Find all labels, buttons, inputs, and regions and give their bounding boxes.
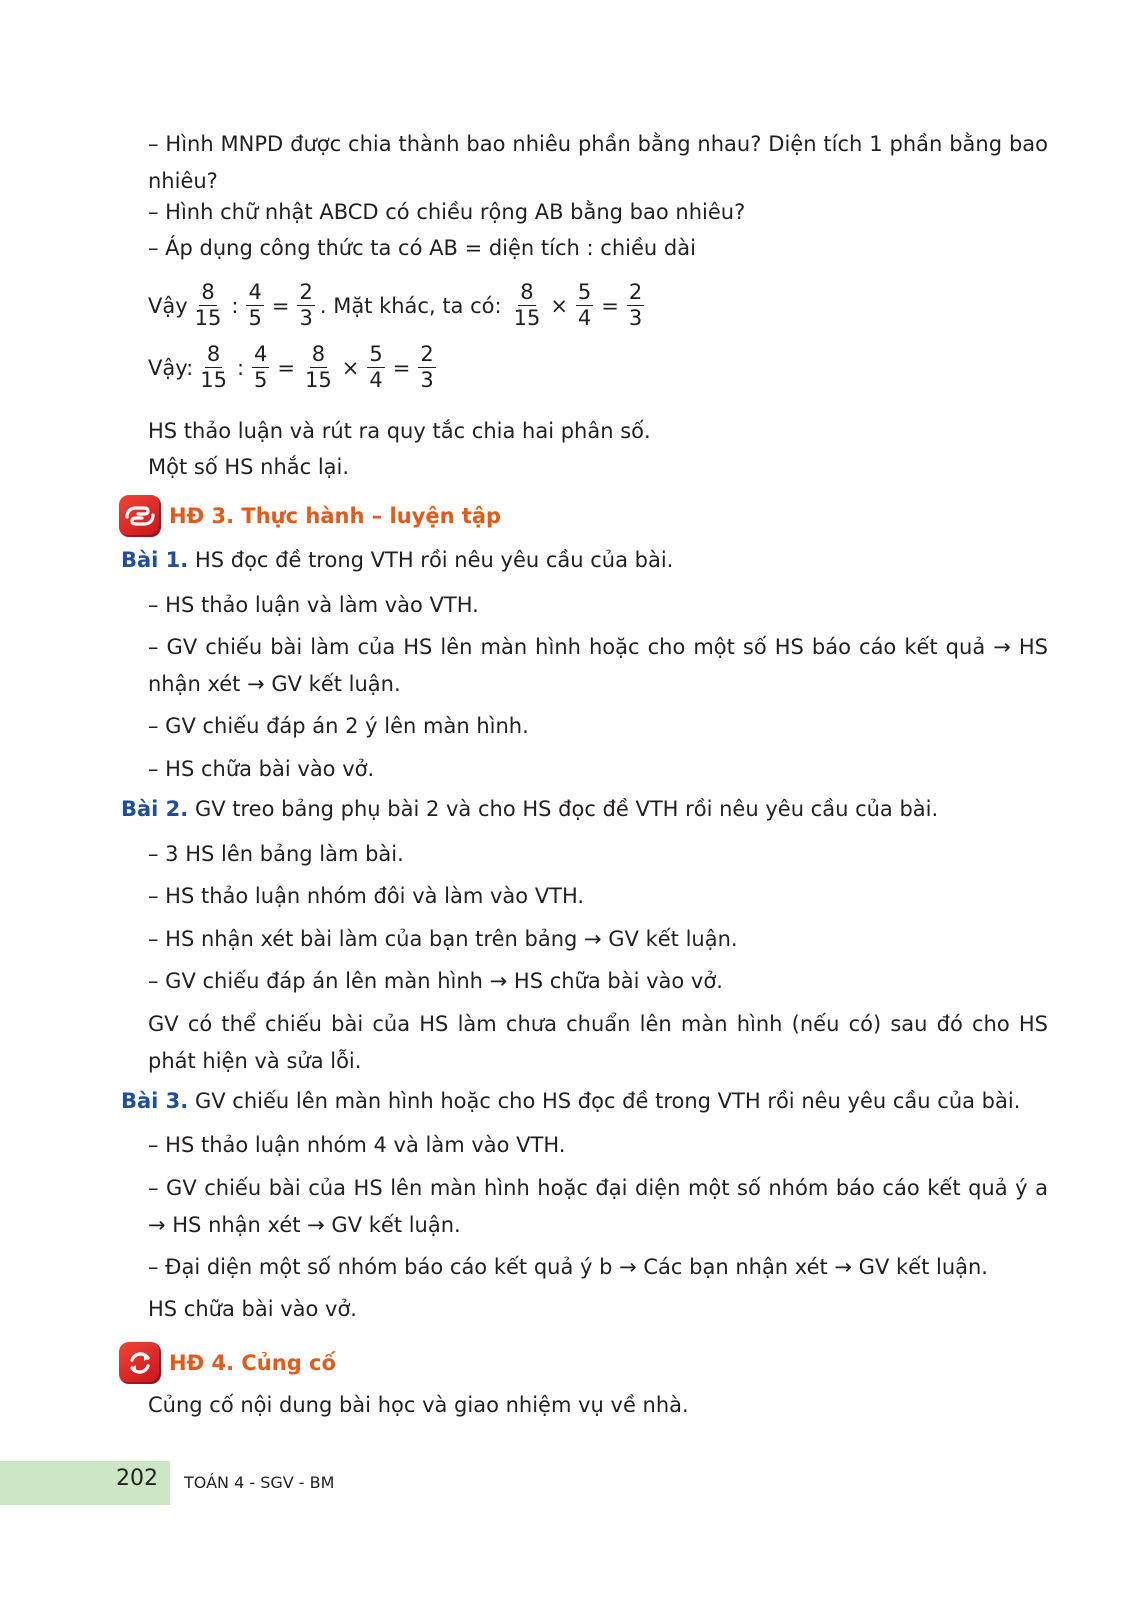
fraction: $\frac{8}{15}$: [305, 342, 332, 393]
divide-sign: :: [231, 293, 239, 318]
fraction: $\frac{4}{5}$: [248, 280, 262, 331]
equals-sign: =: [392, 355, 411, 380]
list-item: – HS thảo luận và làm vào VTH.: [148, 593, 479, 617]
hd4-heading: [119, 1342, 336, 1384]
equals-sign: =: [277, 355, 296, 380]
list-item: – HS thảo luận nhóm 4 và làm vào VTH.: [148, 1133, 566, 1157]
list-item: – HS nhận xét bài làm của bạn trên bảng → GV kết luận.: [148, 927, 738, 951]
page-number: 202: [116, 1466, 158, 1491]
bai-1-label: Bài 1.: [121, 548, 189, 572]
list-item: – GV chiếu bài làm của HS lên màn hình hoặc cho một số HS báo cáo kết quả → HS nhận xét → GV kết luận.: [148, 635, 1048, 696]
fraction: $\frac{2}{3}$: [299, 280, 313, 331]
equals-sign: =: [271, 293, 290, 318]
equals-sign: =: [601, 293, 619, 318]
hd3-heading: [119, 495, 501, 537]
fraction: $\frac{2}{3}$: [420, 342, 434, 393]
bai-1-text: HS đọc đề trong VTH rồi nêu yêu cầu của bài.: [188, 548, 674, 572]
list-item: – Đại diện một số nhóm báo cáo kết quả ý b → Các bạn nhận xét → GV kết luận.: [148, 1255, 988, 1279]
bai-3: [121, 1089, 1020, 1113]
math-prefix: Vậy: [148, 293, 188, 318]
fraction: $\frac{5}{4}$: [577, 280, 592, 331]
hands-icon: [119, 495, 161, 537]
math-line-2: [148, 342, 441, 393]
intro-question-parts: – Hình MNPD được chia thành bao nhiêu phần bằng nhau? Diện tích 1 phần bằng bao nhiêu?: [148, 132, 1048, 193]
bai-1: [121, 548, 673, 572]
intro-formula: – Áp dụng công thức ta có AB = diện tích : chiều dài: [148, 236, 696, 260]
list-item: – GV chiếu bài của HS lên màn hình hoặc đại diện một số nhóm báo cáo kết quả ý a → HS nhận xét → GV kết luận.: [148, 1176, 1048, 1237]
intro-question-width: – Hình chữ nhật ABCD có chiều rộng AB bằng bao nhiêu?: [148, 200, 746, 224]
bai-3-label: Bài 3.: [121, 1089, 189, 1113]
list-item: GV có thể chiếu bài của HS làm chưa chuẩn lên màn hình (nếu có) sau đó cho HS phát hiện và sửa lỗi.: [148, 1012, 1048, 1073]
divide-sign: :: [236, 355, 245, 380]
list-item: – HS chữa bài vào vở.: [148, 757, 375, 781]
fraction: $\frac{8}{15}$: [513, 280, 541, 331]
list-item: – GV chiếu đáp án lên màn hình → HS chữa bài vào vở.: [148, 969, 723, 993]
conclusion-repeat: Một số HS nhắc lại.: [148, 455, 350, 479]
hd3-title: HĐ 3. Thực hành – luyện tập: [169, 504, 502, 528]
hd4-title: HĐ 4. Củng cố: [169, 1351, 336, 1375]
bai-3-text: GV chiếu lên màn hình hoặc cho HS đọc đề trong VTH rồi nêu yêu cầu của bài.: [188, 1089, 1021, 1113]
fraction: $\frac{8}{15}$: [194, 280, 222, 331]
times-sign: ×: [550, 293, 568, 318]
fraction: $\frac{2}{3}$: [628, 280, 643, 331]
bai-2: [121, 797, 938, 821]
hd4-text: Củng cố nội dung bài học và giao nhiệm vụ về nhà.: [148, 1393, 689, 1417]
math-middle-text: . Mặt khác, ta có:: [319, 293, 502, 318]
times-sign: ×: [341, 355, 360, 380]
fraction: $\frac{5}{4}$: [369, 342, 383, 393]
conclusion-rule: HS thảo luận và rút ra quy tắc chia hai phân số.: [148, 419, 651, 443]
list-item: – GV chiếu đáp án 2 ý lên màn hình.: [148, 714, 529, 738]
fraction: $\frac{4}{5}$: [254, 342, 268, 393]
math-line-1: [148, 280, 649, 331]
book-title: TOÁN 4 - SGV - BM: [184, 1473, 335, 1492]
list-item: – 3 HS lên bảng làm bài.: [148, 842, 404, 866]
list-item: – HS thảo luận nhóm đôi và làm vào VTH.: [148, 884, 585, 908]
bai-2-label: Bài 2.: [121, 797, 189, 821]
fraction: $\frac{8}{15}$: [200, 342, 227, 393]
math-prefix: Vậy:: [148, 355, 194, 380]
refresh-icon: [119, 1342, 161, 1384]
bai-2-text: GV treo bảng phụ bài 2 và cho HS đọc đề VTH rồi nêu yêu cầu của bài.: [188, 797, 939, 821]
list-item: HS chữa bài vào vở.: [148, 1297, 357, 1321]
